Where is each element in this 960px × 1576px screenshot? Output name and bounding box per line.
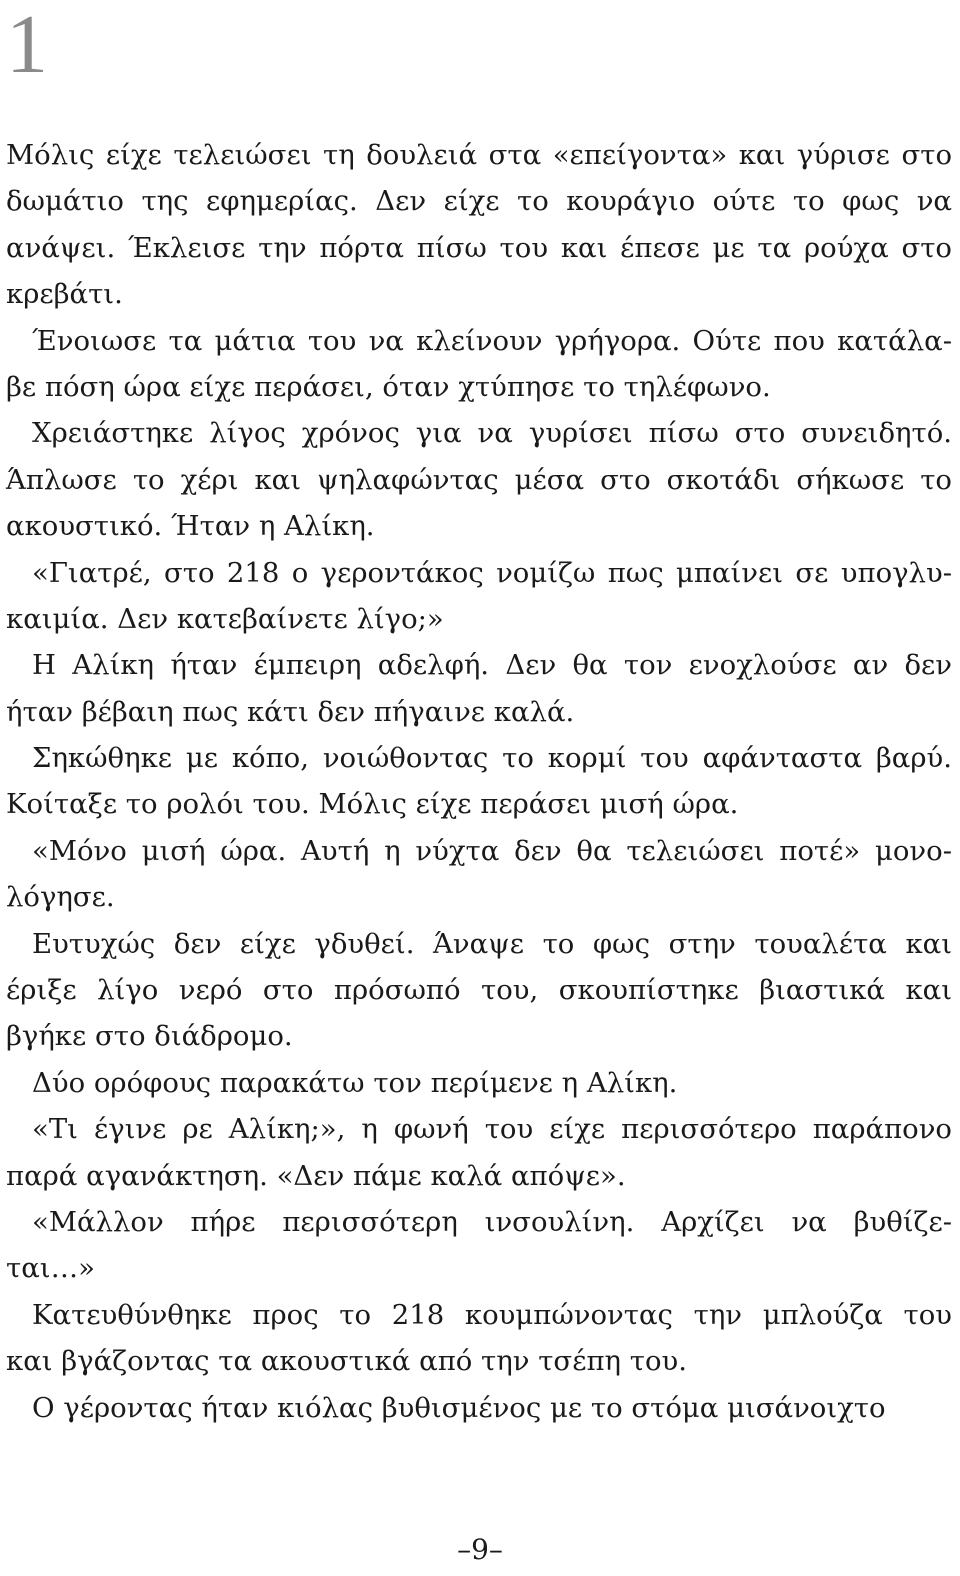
text-line: και βγάζοντας τα ακουστικά από την τσέπη του. xyxy=(6,1345,687,1378)
text-line: παρά αγανάκτηση. «Δεν πάμε καλά απόψε». xyxy=(6,1159,626,1192)
paragraph xyxy=(6,318,952,411)
page-number: –9– xyxy=(457,1533,503,1566)
text-line: Σηκώθηκε με κόπο, νοιώθοντας το κορμί του αφάνταστα βαρύ. xyxy=(32,742,952,775)
text-line: καιμία. Δεν κατεβαίνετε λίγο;» xyxy=(6,602,444,635)
paragraph xyxy=(6,550,952,643)
paragraph xyxy=(6,1292,952,1385)
paragraph xyxy=(6,1106,952,1199)
text-line: κρεβάτι. xyxy=(6,278,123,311)
chapter-body xyxy=(6,132,952,1431)
text-line: «Γιατρέ, στο 218 ο γεροντάκος νομίζω πως μπαίνει σε υπογλυ- xyxy=(32,556,952,589)
paragraph xyxy=(6,1060,952,1106)
text-line: Ευτυχώς δεν είχε γδυθεί. Άναψε το φως στην τουαλέτα και xyxy=(32,927,952,960)
text-line: «Μόνο μισή ώρα. Αυτή η νύχτα δεν θα τελειώσει ποτέ» μονο- xyxy=(32,834,952,867)
text-line: ακουστικό. Ήταν η Αλίκη. xyxy=(6,510,375,543)
paragraph xyxy=(6,1199,952,1292)
text-line: Ο γέροντας ήταν κιόλας βυθισμένος με το στόμα μισάνοιχτο xyxy=(32,1391,886,1424)
text-line: ται…» xyxy=(6,1252,95,1285)
text-line: Μόλις είχε τελειώσει τη δουλειά στα «επείγοντα» και γύρισε στο xyxy=(6,139,952,171)
chapter-number: 1 xyxy=(6,0,48,91)
text-line: ανάψει. Έκλεισε την πόρτα πίσω του και έπεσε με τα ρούχα στο xyxy=(6,231,952,264)
text-line: Η Αλίκη ήταν έμπειρη αδελφή. Δεν θα τον ενοχλούσε αν δεν xyxy=(32,649,952,682)
paragraph xyxy=(6,132,952,318)
text-line: Άπλωσε το χέρι και ψηλαφώντας μέσα στο σκοτάδι σήκωσε το xyxy=(6,463,952,496)
paragraph xyxy=(6,642,952,735)
paragraph xyxy=(6,921,952,1060)
text-line: έριξε λίγο νερό στο πρόσωπό του, σκουπίστηκε βιαστικά και xyxy=(6,974,952,1007)
text-line: Ένοιωσε τα μάτια του να κλείνουν γρήγορα. Ούτε που κατάλα- xyxy=(32,324,952,357)
text-line: βε πόση ώρα είχε περάσει, όταν χτύπησε το τηλέφωνο. xyxy=(6,370,771,403)
text-line: Κοίταξε το ρολόι του. Μόλις είχε περάσει μισή ώρα. xyxy=(6,788,739,821)
text-line: Χρειάστηκε λίγος χρόνος για να γυρίσει πίσω στο συνειδητό. xyxy=(32,417,952,450)
text-line: ήταν βέβαιη πως κάτι δεν πήγαινε καλά. xyxy=(6,695,575,728)
text-line: Κατευθύνθηκε προς το 218 κουμπώνοντας την μπλούζα του xyxy=(32,1298,952,1331)
paragraph xyxy=(6,1385,952,1431)
text-line: «Μάλλον πήρε περισσότερη ινσουλίνη. Αρχίζει να βυθίζε- xyxy=(32,1205,952,1238)
text-line: δωμάτιο της εφημερίας. Δεν είχε το κουράγιο ούτε το φως να xyxy=(6,185,952,218)
paragraph xyxy=(6,410,952,549)
paragraph xyxy=(6,735,952,828)
text-line: λόγησε. xyxy=(6,881,115,914)
text-line: «Τι έγινε ρε Αλίκη;», η φωνή του είχε περισσότερο παράπονο xyxy=(32,1113,952,1146)
text-line: βγήκε στο διάδρομο. xyxy=(6,1020,293,1053)
text-line: Δύο ορόφους παρακάτω τον περίμενε η Αλίκη. xyxy=(32,1066,678,1099)
paragraph xyxy=(6,828,952,921)
